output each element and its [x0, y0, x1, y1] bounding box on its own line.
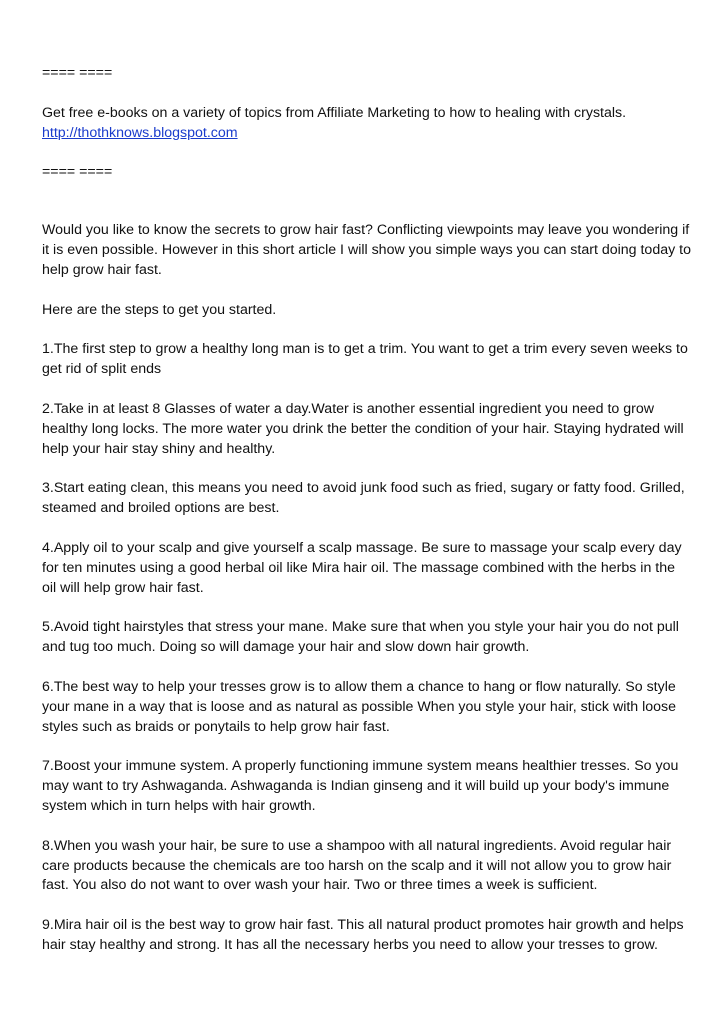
step-paragraph: 2.Take in at least 8 Glasses of water a day.Water is another essential ingredient you need to grow healthy long locks. The more water you drink the better the condition of your hair. Staying hydrated will help your hair stay shiny and healthy. [42, 400, 684, 457]
blog-link[interactable]: http://thothknows.blogspot.com [42, 124, 238, 141]
step-paragraph: 9.Mira hair oil is the best way to grow hair fast. This all natural product promotes hair growth and helps hair stay healthy and strong. It has all the necessary herbs you need to allow your tresses to grow. [42, 917, 684, 953]
step-paragraph: 5.Avoid tight hairstyles that stress your mane. Make sure that when you style your hair you do not pull and tug too much. Doing so will damage your hair and slow down hair growth. [42, 619, 679, 656]
separator-top: ==== ==== [42, 65, 113, 81]
article-lead: Here are the steps to get you started. [42, 301, 277, 318]
step-paragraph: 7.Boost your immune system. A properly functioning immune system means healthier tresses. So you may want to try Ashwaganda. Ashwaganda is Indian ginseng and it will build up your body's immune system which in turn helps with hair growth. [42, 758, 679, 814]
document-page [42, 64, 692, 956]
step-paragraph: 1.The first step to grow a healthy long man is to get a trim. You want to get a trim every seven weeks to get rid of split ends [42, 341, 688, 378]
promo-link-line [42, 124, 692, 144]
step-paragraph: 6.The best way to help your tresses grow is to allow them a chance to hang or flow naturally. So style your mane in a way that is loose and as natural as possible When you style your hair, stick with loose styles such as braids or ponytails to help grow hair fast. [42, 678, 677, 735]
step-paragraph: 4.Apply oil to your scalp and give yourself a scalp massage. Be sure to massage your scalp every day for ten minutes using a good herbal oil like Mira hair oil. The massage combined with the herbs in the oil will help grow hair fast. [42, 539, 682, 596]
step-paragraph: 3.Start eating clean, this means you need to avoid junk food such as fried, sugary or fatty food. Grilled, steamed and broiled options are best. [42, 480, 685, 517]
separator-bottom: ==== ==== [42, 164, 113, 181]
step-paragraph: 8.When you wash your hair, be sure to use a shampoo with all natural ingredients. Avoid regular hair care products because the chemicals are too harsh on the scalp and it will not allow you to grow hair fast. You also do not want to over wash your hair. Two or three times a week is sufficient. [42, 837, 672, 894]
promo-text: Get free e-books on a variety of topics from Affiliate Marketing to how to healing with crystals. [42, 104, 627, 121]
article-intro: Would you like to know the secrets to grow hair fast? Conflicting viewpoints may leave you wondering if it is even possible. However in this short article I will show you simple ways you can start doing today to help grow hair fast. [42, 222, 691, 278]
